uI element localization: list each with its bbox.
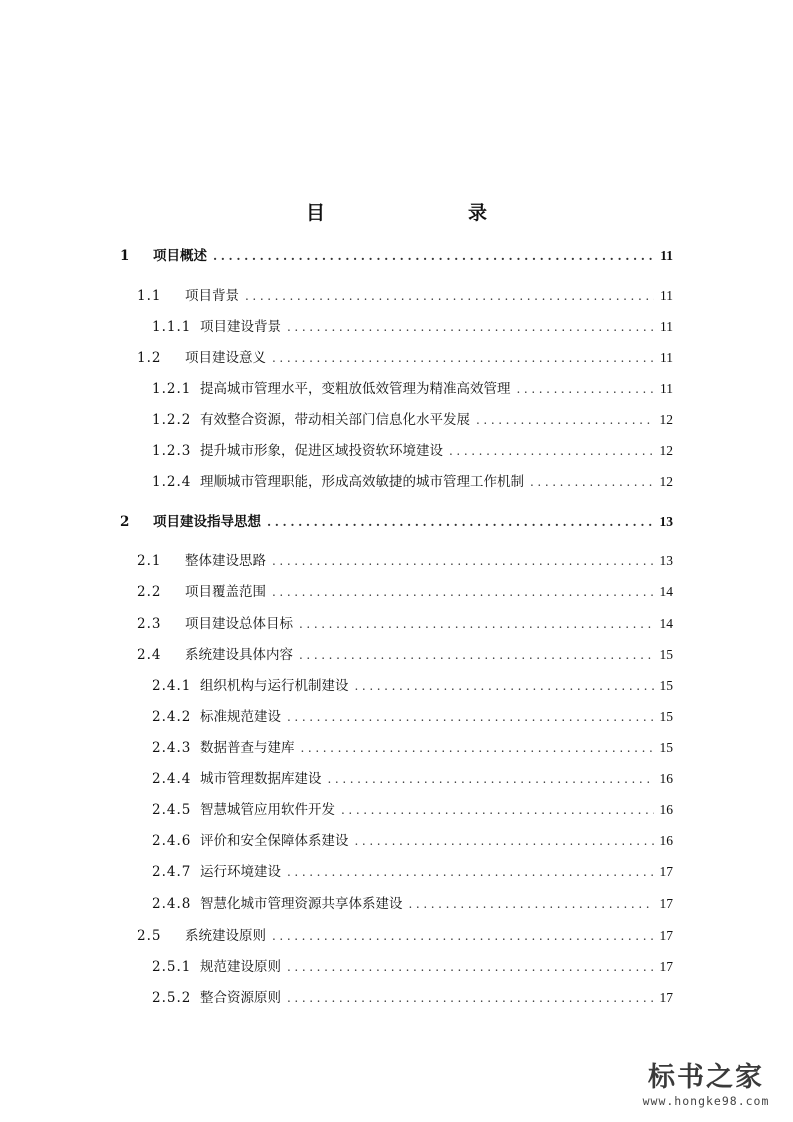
toc-page-number: 11	[660, 381, 673, 396]
toc-page-number: 11	[660, 248, 673, 263]
toc-entry-2-4-5[interactable]	[152, 800, 673, 820]
toc-entry-2-4[interactable]	[137, 645, 673, 665]
toc-number: 2.4.3	[152, 740, 192, 756]
toc-text: 评价和安全保障体系建设	[200, 833, 349, 849]
toc-entry-2-4-6[interactable]	[152, 831, 673, 851]
dot-leader	[449, 441, 654, 461]
watermark-logo: 标书之家	[648, 1062, 764, 1093]
dot-leader	[287, 707, 654, 727]
toc-page-number: 15	[659, 678, 673, 693]
toc-text: 项目覆盖范围	[185, 584, 266, 600]
toc-text: 城市管理数据库建设	[200, 771, 322, 787]
toc-text: 项目背景	[185, 288, 239, 304]
dot-leader	[272, 582, 654, 602]
dot-leader	[272, 348, 654, 368]
toc-entry-1-2[interactable]	[137, 348, 673, 368]
toc-number: 2.2	[137, 584, 162, 600]
toc-text: 整体建设思路	[185, 553, 266, 569]
toc-number: 1.2.2	[152, 412, 192, 428]
toc-entry-2-1[interactable]	[137, 551, 673, 571]
toc-entry-1-2-2[interactable]	[152, 410, 673, 430]
toc-entry-2-4-7[interactable]	[152, 862, 673, 882]
toc-number: 2.4.1	[152, 678, 192, 694]
toc-entry-2[interactable]	[120, 512, 673, 532]
toc-page-number: 12	[659, 474, 673, 489]
toc-entry-2-4-4[interactable]	[152, 769, 673, 789]
toc-page-number: 16	[659, 833, 673, 848]
toc-entry-2-5-1[interactable]	[152, 957, 673, 977]
toc-page-number: 14	[659, 616, 673, 631]
toc-page-number: 15	[659, 740, 673, 755]
dot-leader	[213, 246, 654, 266]
toc-text: 系统建设具体内容	[185, 647, 293, 663]
toc-number: 2.5.1	[152, 959, 192, 975]
toc-number: 1.1	[137, 288, 162, 304]
toc-entry-1-2-3[interactable]	[152, 441, 673, 461]
toc-number: 2.4.4	[152, 771, 192, 787]
toc-number: 2.5	[137, 928, 162, 944]
toc-text: 项目建设总体目标	[185, 616, 293, 632]
toc-text: 系统建设原则	[185, 928, 266, 944]
toc-number: 1.2.3	[152, 443, 192, 459]
toc-text: 智慧化城市管理资源共享体系建设	[200, 896, 403, 912]
dot-leader	[328, 769, 654, 789]
dot-leader	[287, 988, 654, 1008]
toc-page-number: 16	[659, 771, 673, 786]
toc-text: 规范建设原则	[200, 959, 281, 975]
toc-entry-1[interactable]	[120, 246, 673, 266]
toc-text: 项目概述	[153, 248, 207, 264]
dot-leader	[287, 317, 654, 337]
dot-leader	[287, 862, 654, 882]
toc-number: 2	[120, 514, 131, 530]
watermark	[631, 1062, 781, 1108]
toc-number: 1.2	[137, 350, 162, 366]
dot-leader	[245, 286, 654, 306]
dot-leader	[355, 831, 654, 851]
toc-page-number: 12	[659, 412, 673, 427]
dot-leader	[301, 738, 654, 758]
toc-number: 2.4.6	[152, 833, 192, 849]
toc-entry-2-4-8[interactable]	[152, 894, 673, 914]
toc-entry-2-4-1[interactable]	[152, 676, 673, 696]
toc-number: 2.4	[137, 647, 162, 663]
toc-number: 2.4.8	[152, 896, 192, 912]
dot-leader	[299, 645, 654, 665]
toc-text: 整合资源原则	[200, 990, 281, 1006]
dot-leader	[299, 614, 654, 634]
toc-number: 2.4.5	[152, 802, 192, 818]
toc-page-number: 17	[659, 896, 673, 911]
toc-number: 1.2.1	[152, 381, 192, 397]
toc-text: 提高城市管理水平，变粗放低效管理为精准高效管理	[200, 381, 511, 397]
toc-entry-1-1[interactable]	[137, 286, 673, 306]
toc-page-number: 16	[659, 802, 673, 817]
toc-text: 理顺城市管理职能，形成高效敏捷的城市管理工作机制	[200, 474, 524, 490]
toc-entry-1-2-4[interactable]	[152, 472, 673, 492]
toc-text: 提升城市形象，促进区域投资软环境建设	[200, 443, 443, 459]
toc-page-number: 11	[660, 350, 673, 365]
toc-page-number: 13	[659, 514, 673, 529]
toc-number: 2.4.7	[152, 864, 192, 880]
toc-number: 2.5.2	[152, 990, 192, 1006]
toc-entry-1-1-1[interactable]	[152, 317, 673, 337]
dot-leader	[341, 800, 654, 820]
dot-leader	[287, 957, 654, 977]
toc-page-number: 11	[660, 288, 673, 303]
toc-text: 项目建设指导思想	[153, 514, 261, 530]
dot-leader	[355, 676, 654, 696]
dot-leader	[517, 379, 655, 399]
toc-page-number: 17	[659, 990, 673, 1005]
dot-leader	[272, 551, 654, 571]
toc-text: 智慧城管应用软件开发	[200, 802, 335, 818]
toc-number: 2.1	[137, 553, 162, 569]
toc-number: 2.4.2	[152, 709, 192, 725]
toc-text: 数据普查与建库	[200, 740, 295, 756]
toc-entry-1-2-1[interactable]	[152, 379, 673, 399]
toc-text: 标准规范建设	[200, 709, 281, 725]
toc-page-number: 15	[659, 647, 673, 662]
toc-entry-2-3[interactable]	[137, 614, 673, 634]
page-title: 目 录	[305, 202, 549, 224]
toc-page-number: 15	[659, 709, 673, 724]
watermark-url: www.hongke98.com	[642, 1094, 770, 1108]
toc-text: 项目建设意义	[185, 350, 266, 366]
dot-leader	[476, 410, 654, 430]
toc-page-number: 17	[659, 864, 673, 879]
dot-leader	[530, 472, 654, 492]
toc-number: 2.3	[137, 616, 162, 632]
toc-entry-2-5-2[interactable]	[152, 988, 673, 1008]
toc-page-number: 17	[659, 928, 673, 943]
toc-number: 1	[120, 248, 131, 264]
toc-entry-2-4-3[interactable]	[152, 738, 673, 758]
toc-page-number: 17	[659, 959, 673, 974]
toc-text: 有效整合资源，带动相关部门信息化水平发展	[200, 412, 470, 428]
toc-text: 运行环境建设	[200, 864, 281, 880]
toc-text: 组织机构与运行机制建设	[200, 678, 349, 694]
toc-page-number: 14	[659, 584, 673, 599]
toc-page-number: 13	[659, 553, 673, 568]
toc-text: 项目建设背景	[200, 319, 281, 335]
dot-leader	[267, 512, 654, 532]
toc-number: 1.2.4	[152, 474, 192, 490]
toc-entry-2-2[interactable]	[137, 582, 673, 602]
toc-entry-2-5[interactable]	[137, 926, 673, 946]
toc-page-number: 11	[660, 319, 673, 334]
dot-leader	[272, 926, 654, 946]
toc-entry-2-4-2[interactable]	[152, 707, 673, 727]
dot-leader	[409, 894, 654, 914]
toc-page-number: 12	[659, 443, 673, 458]
toc-number: 1.1.1	[152, 319, 192, 335]
